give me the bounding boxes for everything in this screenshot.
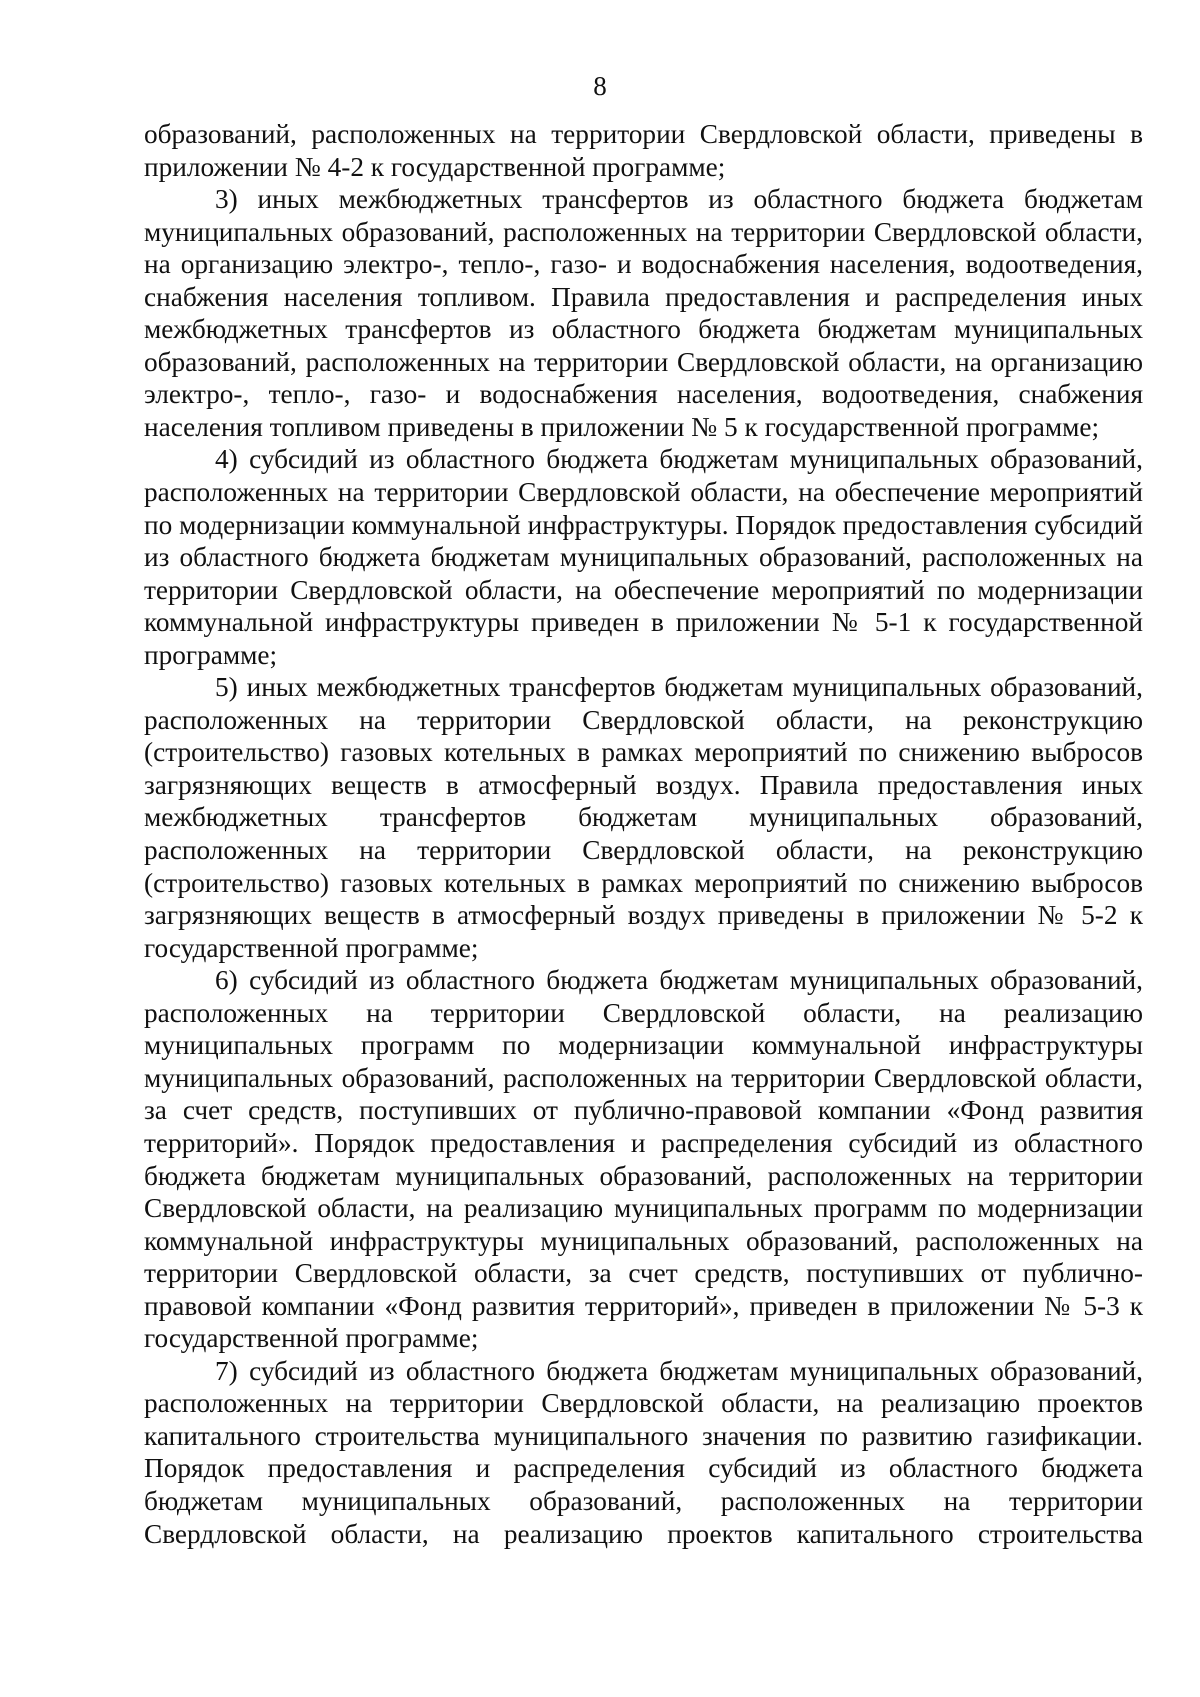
- paragraph-item-5: 5) иных межбюджетных трансфертов бюджетам муниципальных образований, расположенных на территории Свердловской области, на реконструкцию (строительство) газовых котельных в рамках мероприятий по снижению выбросов загрязняющих веществ в атмосферный воздух. Правила предоставления иных межбюджетных трансфертов бюджетам муниципальных образований, расположенных на территории Свердловской области, на реконструкцию (строительство) газовых котельных в рамках мероприятий по снижению выбросов загрязняющих веществ в атмосферный воздух приведены в приложении № 5-2 к государственной программе;: [144, 672, 1143, 963]
- paragraph-continuation: образований, расположенных на территории Свердловской области, приведены в приложении № 4-2 к государственной программе;: [144, 119, 1143, 182]
- paragraph-item-6: 6) субсидий из областного бюджета бюджетам муниципальных образований, расположенных на территории Свердловской области, на реализацию муниципальных программ по модернизации коммунальной инфраструктуры муниципальных образований, расположенных на территории Свердловской области, за счет средств, поступивших от публично-правовой компании «Фонд развития территорий». Порядок предоставления и распределения субсидий из областного бюджета бюджетам муниципальных образований, расположенных на территории Свердловской области, на реализацию муниципальных программ по модернизации коммунальной инфраструктуры муниципальных образований, расположенных на территории Свердловской области, за счет средств, поступивших от публично-правовой компании «Фонд развития территорий», приведен в приложении № 5-3 к государственной программе;: [144, 965, 1143, 1354]
- document-body: [144, 118, 1143, 1550]
- page-number: 8: [593, 71, 607, 101]
- paragraph-item-3: 3) иных межбюджетных трансфертов из областного бюджета бюджетам муниципальных образований, расположенных на территории Свердловской области, на организацию электро-, тепло-, газо- и водоснабжения населения, водоотведения, снабжения населения топливом. Правила предоставления и распределения иных межбюджетных трансфертов из областного бюджета бюджетам муниципальных образований, расположенных на территории Свердловской области, на организацию электро-, тепло-, газо- и водоснабжения населения, водоотведения, снабжения населения топливом приведены в приложении № 5 к государственной программе;: [144, 184, 1143, 442]
- paragraph-item-7: 7) субсидий из областного бюджета бюджетам муниципальных образований, расположенных на территории Свердловской области, на реализацию проектов капитального строительства муниципального значения по развитию газификации. Порядок предоставления и распределения субсидий из областного бюджета бюджетам муниципальных образований, расположенных на территории Свердловской области, на реализацию проектов капитального строительства: [144, 1355, 1143, 1549]
- paragraph-item-4: 4) субсидий из областного бюджета бюджетам муниципальных образований, расположенных на территории Свердловской области, на обеспечение мероприятий по модернизации коммунальной инфраструктуры. Порядок предоставления субсидий из областного бюджета бюджетам муниципальных образований, расположенных на территории Свердловской области, на обеспечение мероприятий по модернизации коммунальной инфраструктуры приведен в приложении № 5-1 к государственной программе;: [144, 444, 1143, 670]
